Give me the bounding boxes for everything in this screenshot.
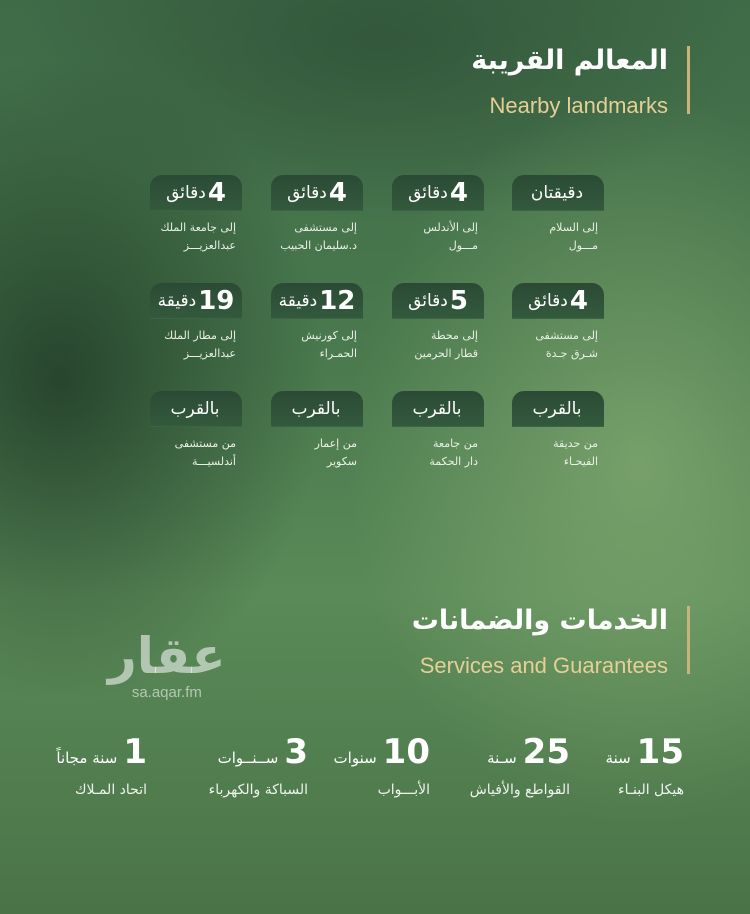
landmark-time-unit: دقائق	[408, 291, 448, 311]
service-value: 1	[123, 732, 147, 772]
landmark-description	[271, 427, 363, 471]
landmarks-title-en: Nearby landmarks	[489, 93, 668, 118]
services-heading	[412, 604, 690, 682]
landmark-time-value: 4	[449, 178, 468, 208]
landmark-tile	[150, 283, 242, 363]
landmark-tile	[271, 175, 363, 255]
landmark-tile	[271, 391, 363, 471]
landmark-time	[392, 283, 484, 319]
landmark-tile	[512, 283, 604, 363]
landmark-line2: الفيحـاء	[563, 455, 598, 468]
landmark-time-unit: بالقرب	[170, 399, 220, 419]
service-value: 3	[284, 732, 308, 772]
landmark-line2: مـــول	[568, 239, 598, 252]
service-label: القواطع والأفياش	[469, 782, 570, 798]
landmark-description	[512, 319, 604, 363]
service-item	[56, 730, 147, 800]
landmark-time-unit: دقائق	[287, 183, 327, 203]
landmark-time	[150, 283, 242, 319]
landmark-line1: من حديقة	[553, 437, 598, 450]
service-unit: سنة	[605, 749, 631, 767]
landmark-time	[271, 175, 363, 211]
aqar-watermark-logo	[108, 628, 226, 702]
landmarks-title-ar: المعالم القريبة	[471, 45, 668, 76]
heading-accent-bar	[687, 606, 690, 674]
landmark-time	[512, 391, 604, 427]
watermark-url: sa.aqar.fm	[131, 684, 202, 701]
landmark-time	[150, 391, 242, 427]
landmark-line1: من جامعة	[432, 437, 478, 450]
landmark-line2: مـــول	[448, 239, 478, 252]
service-value: 25	[522, 732, 570, 772]
service-unit: سنوات	[333, 749, 377, 767]
landmark-time-value: 4	[207, 178, 226, 208]
landmark-description	[150, 427, 242, 471]
landmark-time-unit: دقائق	[408, 183, 448, 203]
landmark-line2: قطار الحرمين	[414, 347, 478, 360]
service-item	[470, 730, 570, 800]
landmark-time-unit: دقيقة	[278, 291, 318, 311]
services-title-en: Services and Guarantees	[419, 653, 668, 678]
service-unit: ســنــوات	[217, 749, 279, 767]
landmark-tile	[392, 391, 484, 471]
landmark-time-value: 19	[198, 286, 235, 316]
landmark-line1: إلى كورنيش	[301, 329, 357, 342]
landmark-time-unit: دقائق	[166, 183, 206, 203]
landmark-time-unit: دقيقة	[157, 291, 197, 311]
service-label: الأبـــواب	[377, 782, 430, 798]
service-label: هيكل البنـاء	[618, 782, 684, 798]
landmark-description	[392, 211, 484, 255]
landmark-time-value: 5	[449, 286, 468, 316]
landmark-time	[512, 283, 604, 319]
landmark-line1: إلى مطار الملك	[164, 329, 236, 342]
landmark-line2: دار الحكمة	[429, 455, 478, 468]
landmark-description	[512, 427, 604, 471]
landmark-line2: أندلسيـــة	[192, 455, 236, 468]
landmark-line1: إلى السلام	[549, 221, 598, 234]
landmark-line2: الحمـراء	[319, 347, 357, 360]
landmark-time-unit: بالقرب	[291, 399, 341, 419]
landmark-line1: إلى مستشفى	[535, 329, 598, 342]
services-title-ar: الخدمات والضمانات	[411, 605, 668, 636]
service-label: السباكة والكهرباء	[208, 782, 308, 798]
landmark-tile	[392, 283, 484, 363]
landmark-description	[392, 427, 484, 471]
landmark-description	[150, 211, 242, 255]
landmark-description	[150, 319, 242, 363]
service-item	[334, 730, 430, 800]
service-unit: سنة مجاناً	[56, 749, 118, 767]
landmark-tile	[271, 283, 363, 363]
landmark-line1: إلى الأندلس	[423, 221, 478, 234]
landmark-time-unit: بالقرب	[412, 399, 462, 419]
landmark-time	[271, 391, 363, 427]
landmark-time-unit: دقيقتان	[530, 183, 584, 203]
landmark-line1: إلى محطة	[431, 329, 478, 342]
landmark-line1: إلى جامعة الملك	[160, 221, 236, 234]
landmark-tile	[150, 391, 242, 471]
landmark-time-value: 4	[569, 286, 588, 316]
landmark-description	[512, 211, 604, 255]
landmark-tile	[392, 175, 484, 255]
landmark-description	[271, 211, 363, 255]
landmark-time	[512, 175, 604, 211]
landmark-time-value: 12	[319, 286, 356, 316]
service-unit: سـنة	[487, 749, 517, 767]
watermark-ar: عقار	[108, 627, 226, 685]
landmark-tile	[150, 175, 242, 255]
landmark-description	[271, 319, 363, 363]
service-item	[209, 730, 308, 800]
landmark-time	[392, 175, 484, 211]
landmark-line2: عبدالعزيـــز	[183, 347, 236, 360]
landmark-line1: من مستشفى	[174, 437, 236, 450]
landmark-time	[150, 175, 242, 211]
service-item	[606, 730, 684, 800]
landmark-tile	[512, 391, 604, 471]
landmark-time-unit: دقائق	[528, 291, 568, 311]
landmark-line2: د.سليمان الحبيب	[280, 239, 357, 252]
service-value: 15	[636, 732, 684, 772]
landmark-time-unit: بالقرب	[532, 399, 582, 419]
landmarks-heading	[471, 44, 690, 122]
landmark-line2: سكوير	[326, 455, 357, 468]
heading-accent-bar	[687, 46, 690, 114]
service-label: اتحاد المـلاك	[74, 782, 147, 798]
landmark-line1: من إعمار	[314, 437, 357, 450]
landmark-time	[392, 391, 484, 427]
landmark-description	[392, 319, 484, 363]
landmark-time	[271, 283, 363, 319]
service-value: 10	[382, 732, 430, 772]
landmark-tile	[512, 175, 604, 255]
landmark-line2: عبدالعزيـــز	[183, 239, 236, 252]
landmark-time-value: 4	[328, 178, 347, 208]
landmark-line2: شـرق جـدة	[545, 347, 598, 360]
services-row	[0, 730, 750, 810]
landmark-line1: إلى مستشفى	[294, 221, 357, 234]
